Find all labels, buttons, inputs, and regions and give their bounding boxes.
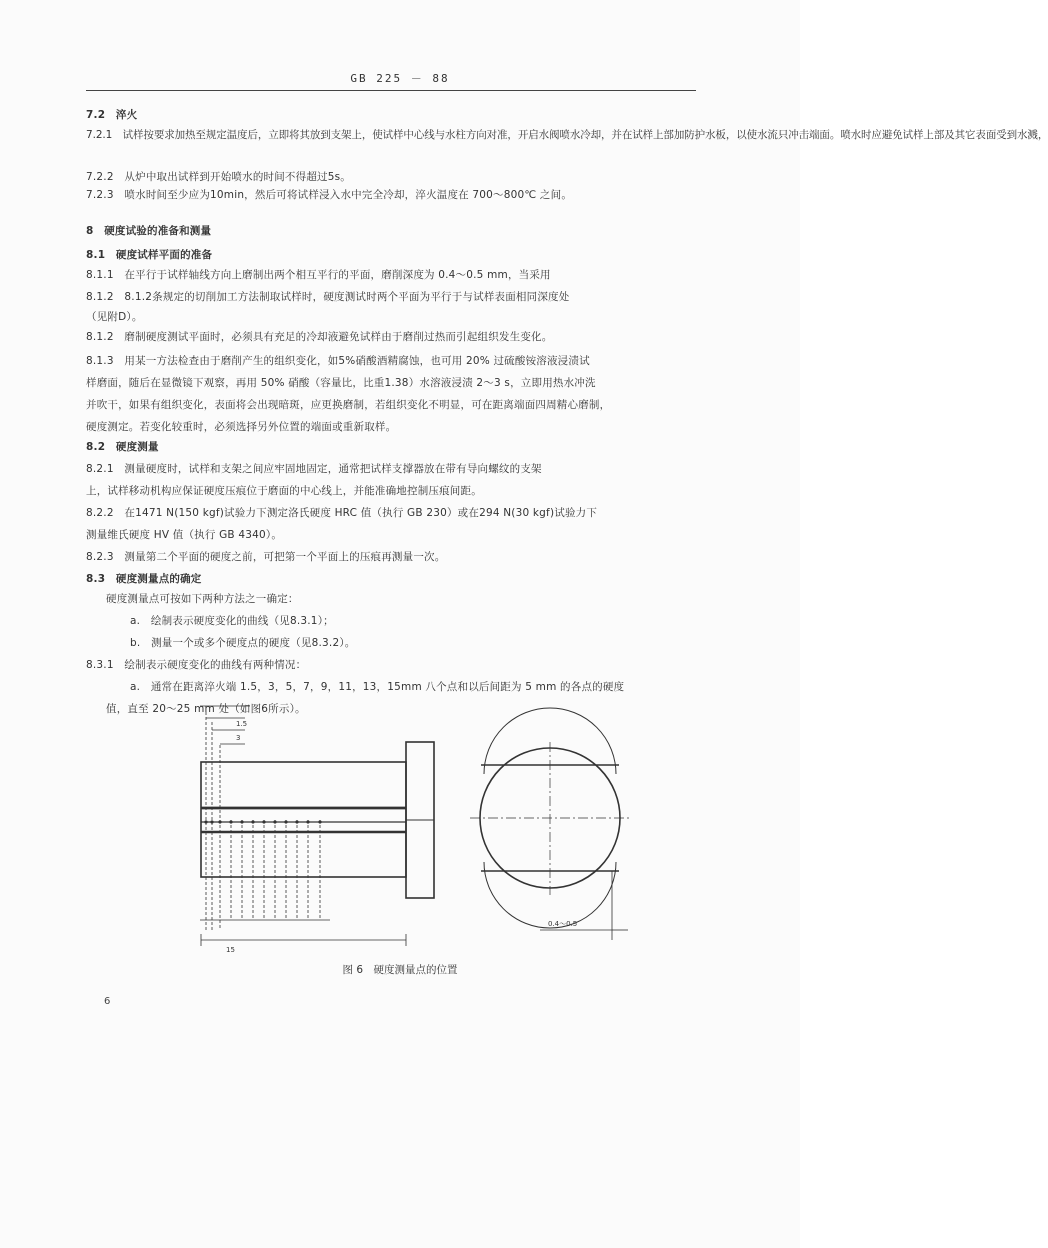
page-number: 6 — [104, 996, 111, 1007]
para-8-3-1: 8.3.1 绘制表示硬度变化的曲线有两种情况： — [86, 659, 307, 671]
para-8-2-2-b: 测量维氏硬度 HV 值（执行 GB 4340）。 — [86, 529, 283, 541]
para-8-1-1-c: （见附D）。 — [86, 311, 143, 323]
dimension-15: 15 — [226, 946, 235, 954]
para-8-2-2-a: 8.2.2 在1471 N(150 kgf)试验力下测定洛氏硬度 HRC 值（执行 GB 230）或在294 N(30 kgf)试验力下 — [86, 507, 598, 519]
para-8-3-1-item-a: a. 通常在距离淬火端 1.5，3，5，7，9，11，13，15mm 八个点和以后间距为 5 mm 的各点的硬度 — [130, 681, 625, 693]
section-7-2-title: 7.2 淬火 — [86, 109, 138, 121]
para-8-3-item-a: a. 绘制表示硬度变化的曲线（见8.3.1）； — [130, 615, 334, 627]
para-8-1-2: 8.1.2 磨制硬度测试平面时，必须具有充足的冷却液避免试样由于磨削过热而引起组织发生变化。 — [86, 331, 553, 343]
para-8-1-3-a: 8.1.3 用某一方法检查由于磨削产生的组织变化，如5%硝酸酒精腐蚀，也可用 20% 过硫酸铵溶液浸渍试 — [86, 355, 590, 367]
section-8-title: 8 硬度试验的准备和测量 — [86, 225, 212, 237]
figure-6-caption: 图 6 硬度测量点的位置 — [342, 964, 458, 976]
standard-header: GB 225 － 88 — [350, 72, 450, 85]
para-8-1-3-d: 硬度测定。若变化较重时，必须选择另外位置的端面或重新取样。 — [86, 421, 397, 433]
specimen-side-view — [201, 742, 434, 898]
section-8-3-title: 8.3 硬度测量点的确定 — [86, 573, 202, 585]
dimension-0-5: 0.4～0.5 — [548, 920, 578, 928]
specimen-end-view — [470, 708, 630, 940]
para-7-2-2: 7.2.2 从炉中取出试样到开始喷水的时间不得超过5s。 — [86, 171, 351, 183]
para-8-3-item-b: b. 测量一个或多个硬度点的硬度（见8.3.2）。 — [130, 637, 356, 649]
para-8-1-3-c: 并吹干，如果有组织变化，表面将会出现暗斑，应更换磨制，若组织变化不明显，可在距离端面四周精心磨制， — [86, 399, 611, 411]
dimension-1-5: 1.5 — [236, 720, 248, 728]
para-8-1-3-b: 样磨面，随后在显微镜下观察，再用 50% 硝酸（容量比，比重1.38）水溶液浸渍 2～3 s，立即用热水冲洗 — [86, 377, 596, 389]
dimension-3: 3 — [236, 734, 241, 742]
para-8-3-intro: 硬度测量点可按如下两种方法之一确定： — [106, 593, 299, 605]
para-7-2-1: 7.2.1 试样按要求加热至规定温度后，立即将其放到支架上，使试样中心线与水柱方向对准，开启水阀喷水冷却，并在试样上部加防护水板，以使水流只冲击端面。喷水时应避免试样上部及其它表面受到水溅， — [86, 129, 1048, 141]
para-8-2-1-b: 上，试样移动机构应保证硬度压痕位于磨面的中心线上，并能准确地控制压痕间距。 — [86, 485, 482, 497]
para-7-2-3: 7.2.3 喷水时间至少应为10min，然后可将试样浸入水中完全冷却，淬火温度在 700～800℃ 之间。 — [86, 189, 573, 201]
para-8-2-3: 8.2.3 测量第二个平面的硬度之前，可把第一个平面上的压痕再测量一次。 — [86, 551, 446, 563]
para-8-1-1-a: 8.1.1 在平行于试样轴线方向上磨制出两个相互平行的平面，磨削深度为 0.4～0.5 mm，当采用 — [86, 269, 551, 281]
section-8-2-title: 8.2 硬度测量 — [86, 441, 159, 453]
section-8-1-title: 8.1 硬度试样平面的准备 — [86, 249, 213, 261]
para-8-3-1-item-a-cont: 值，直至 20～25 mm 处（如图6所示）。 — [106, 703, 306, 715]
para-8-2-1-a: 8.2.1 测量硬度时，试样和支架之间应牢固地固定，通常把试样支撑器放在带有导向螺纹的支架 — [86, 463, 542, 475]
para-8-1-1-b: 8.1.2 8.1.2条规定的切削加工方法制取试样时，硬度测试时两个平面为平行于与试样表面相同深度处 — [86, 291, 570, 303]
